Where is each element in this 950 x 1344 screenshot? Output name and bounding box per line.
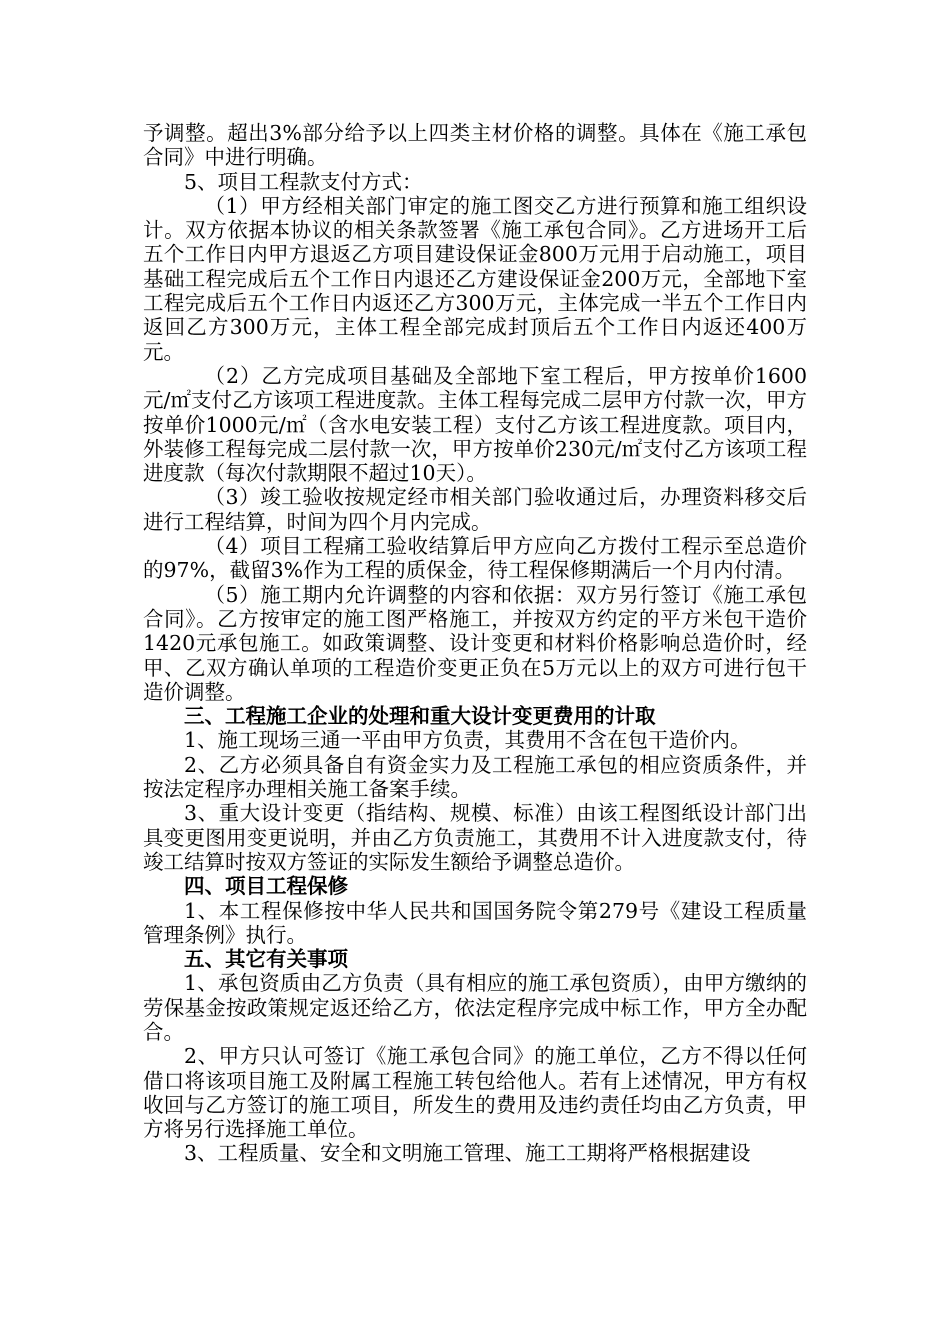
paragraph-payment-item-1: （1）甲方经相关部门审定的施工图交乙方进行预算和施工组织设计。双方依据本协议的相关条款签署《施工承包合同》。乙方进场开工后五个工作日内甲方退返乙方项目建设保证金800万元用于启动施工，项目基础工程完成后五个工作日内退还乙方建设保证金200万元，全部地下室工程完成后五个工作日内返还乙方300万元，主体完成一半五个工作日内返回乙方300万元，主体工程全部完成封顶后五个工作日内返还400万元。 (143, 193, 807, 364)
paragraph-section5-item-1: 1、承包资质由乙方负责（具有相应的施工承包资质），由甲方缴纳的劳保基金按政策规定返还给乙方，依法定程序完成中标工作，甲方全办配合。 (143, 971, 807, 1044)
paragraph-payment-item-3: （3）竣工验收按规定经市相关部门验收通过后，办理资料移交后进行工程结算，时间为四个月内完成。 (143, 485, 807, 534)
document-page (143, 121, 807, 1166)
paragraph-section3-item-3: 3、重大设计变更（指结构、规模、标准）由该工程图纸设计部门出具变更图用变更说明，并由乙方负责施工，其费用不计入进度款支付，待竣工结算时按双方签证的实际发生额给予调整总造价。 (143, 801, 807, 874)
paragraph-section5-item-2: 2、甲方只认可签订《施工承包合同》的施工单位，乙方不得以任何借口将该项目施工及附属工程施工转包给他人。若有上述情况，甲方有权收回与乙方签订的施工项目，所发生的费用及违约责任均由乙方负责，甲方将另行选择施工单位。 (143, 1044, 807, 1142)
paragraph-payment-item-2: （2）乙方完成项目基础及全部地下室工程后，甲方按单价1600元/㎡支付乙方该项工程进度款。主体工程每完成二层甲方付款一次，甲方按单价1000元/㎡（含水电安装工程）支付乙方该工程进度款。项目内，外装修工程每完成二层付款一次，甲方按单价230元/㎡支付乙方该项工程进度款（每次付款期限不超过10天）。 (143, 363, 807, 486)
section-heading-4: 四、项目工程保修 (184, 874, 348, 899)
paragraph-payment-method: 5、项目工程款支付方式： (184, 169, 423, 194)
paragraph-payment-item-5: （5）施工期内允许调整的内容和依据：双方另行签订《施工承包合同》。乙方按审定的施工图严格施工，并按双方约定的平方米包干造价1420元承包施工。如政策调整、设计变更和材料价格影响总造价时，经甲、乙双方确认单项的工程造价变更正负在5万元以上的双方可进行包干造价调整。 (143, 582, 807, 704)
paragraph-section4-item-1: 1、本工程保修按中华人民共和国国务院令第279号《建设工程质量管理条例》执行。 (143, 898, 807, 947)
paragraph-section5-item-3: 3、工程质量、安全和文明施工管理、施工工期将严格根据建设 (184, 1141, 751, 1166)
paragraph-section3-item-1: 1、施工现场三通一平由甲方负责，其费用不含在包干造价内。 (184, 728, 751, 753)
paragraph-continuation: 予调整。超出3%部分给予以上四类主材价格的调整。具体在《施工承包合同》中进行明确。 (143, 121, 807, 170)
paragraph-section3-item-2: 2、乙方必须具备自有资金实力及工程施工承包的相应资质条件，并按法定程序办理相关施工备案手续。 (143, 752, 807, 802)
section-heading-3: 三、工程施工企业的处理和重大设计变更费用的计取 (184, 704, 656, 729)
section-heading-5: 五、其它有关事项 (184, 947, 348, 972)
paragraph-payment-item-4: （4）项目工程痛工验收结算后甲方应向乙方拨付工程示至总造价的97%，截留3%作为工程的质保金，待工程保修期满后一个月内付清。 (143, 534, 807, 583)
